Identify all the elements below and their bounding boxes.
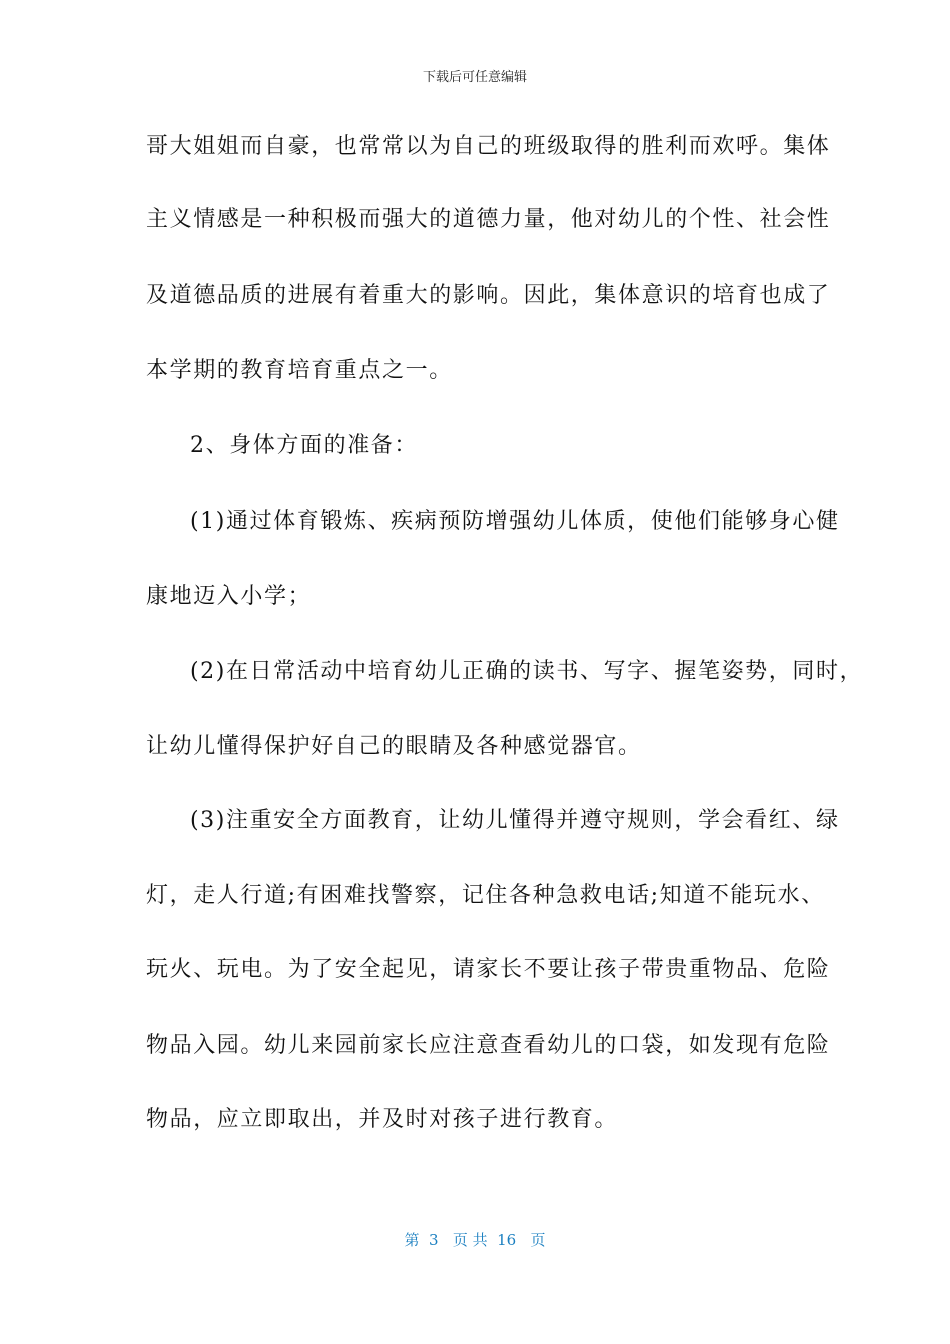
page-footer [0, 1229, 950, 1250]
body-line: 物品，应立即取出，并及时对孩子进行教育。 [146, 1107, 619, 1132]
body-line: 让幼儿懂得保护好自己的眼睛及各种感觉器官。 [146, 734, 642, 759]
body-line: (3)注重安全方面教育，让幼儿懂得并遵守规则，学会看红、绿 [190, 808, 840, 833]
page-header: 下载后可任意编辑 [422, 70, 527, 85]
body-line: 康地迈入小学； [146, 584, 312, 609]
body-line: 灯，走人行道;有困难找警察，记住各种急救电话;知道不能玩水、 [146, 883, 825, 908]
body-line: 本学期的教育培育重点之一。 [146, 358, 453, 383]
page-number: 第 3 页 共 16 页 [404, 1231, 546, 1249]
body-line: 哥大姐姐而自豪，也常常以为自己的班级取得的胜利而欢呼。集体 [146, 134, 831, 159]
body-line: (2)在日常活动中培育幼儿正确的读书、写字、握笔姿势，同时， [190, 659, 864, 684]
body-line: 玩火、玩电。为了安全起见，请家长不要让孩子带贵重物品、危险 [146, 957, 831, 982]
section-heading: 2、身体方面的准备： [190, 433, 418, 458]
body-line: 物品入园。幼儿来园前家长应注意查看幼儿的口袋，如发现有危险 [146, 1033, 831, 1058]
body-line: (1)通过体育锻炼、疾病预防增强幼儿体质，使他们能够身心健 [190, 509, 840, 534]
body-line: 主义情感是一种积极而强大的道德力量，他对幼儿的个性、社会性 [146, 207, 831, 232]
body-line: 及道德品质的进展有着重大的影响。因此，集体意识的培育也成了 [146, 283, 831, 308]
